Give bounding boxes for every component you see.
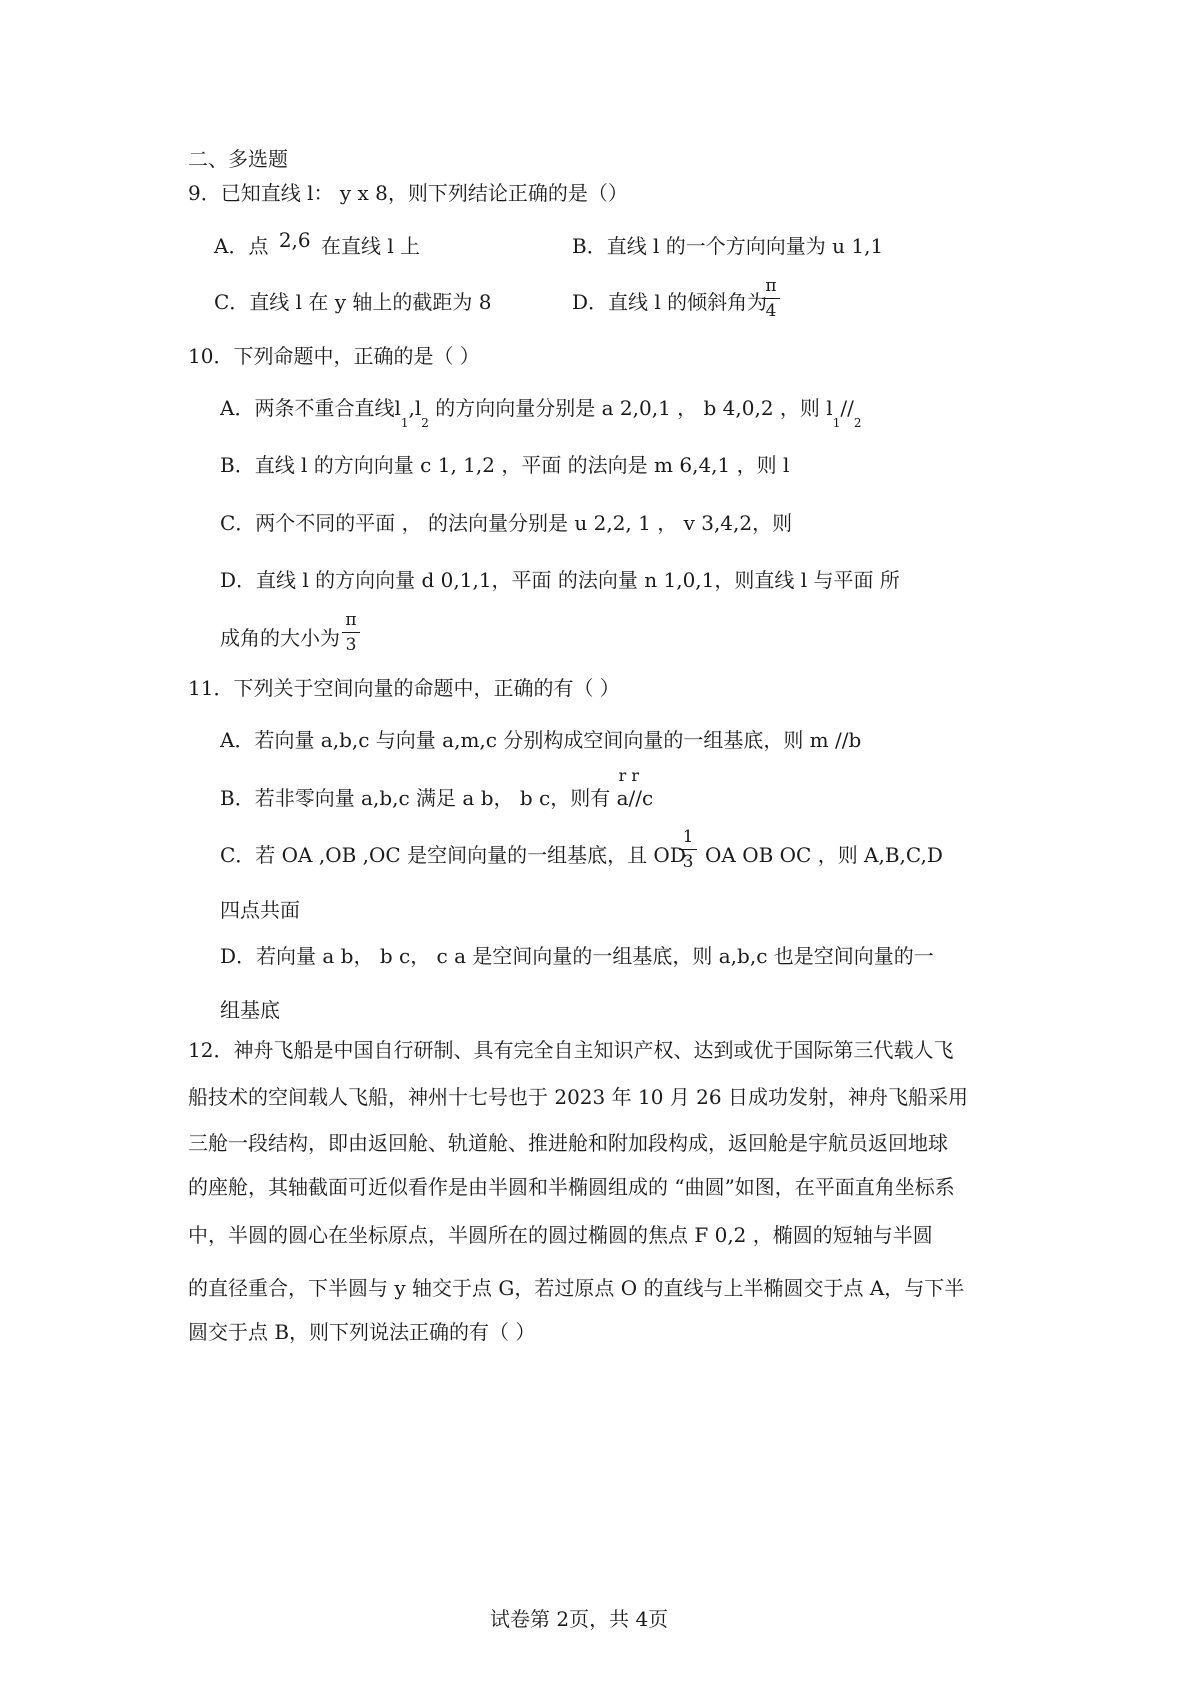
q10-option-d-fraction xyxy=(340,612,362,654)
q9-option-a-prefix: A．点 xyxy=(214,234,269,258)
q12-line-3: 三舱一段结构，即由返回舱、轨道舱、推进舱和附加段构成，返回舱是宇航员返回地球 xyxy=(188,1131,948,1155)
q10-option-b: B．直线 l 的方向向量 c 1, 1,2 ，平面 的法向是 m 6,4,1 ，则 l xyxy=(220,453,790,477)
q11-b-end: a//c xyxy=(616,786,654,810)
section-title: 二、多选题 xyxy=(188,147,288,171)
q12-line-1: 12．神舟飞船是中国自行研制、具有完全自主知识产权、达到或优于国际第三代载人飞 xyxy=(188,1038,954,1062)
q9-d-numerator: π xyxy=(765,276,777,296)
q12-line-5: 中，半圆的圆心在坐标原点，半圆所在的圆过椭圆的焦点 F 0,2 ，椭圆的短轴与半圆 xyxy=(188,1223,933,1247)
q9-option-b: B．直线 l 的一个方向向量为 u 1,1 xyxy=(572,234,884,258)
q10-l2-subscript: 2 xyxy=(421,416,429,430)
q10-option-a: A．两条不重合直线$l_1,l_2$ 的方向向量分别是 a 2,0,1 ， b 4,0,2 ，则 $l_1//_2$ xyxy=(220,396,862,430)
q10-a-end-l: l xyxy=(826,396,833,420)
q9-d-denominator: 4 xyxy=(765,301,777,321)
q10-option-d-cont: 成角的大小为 xyxy=(220,626,340,650)
q11-c-numerator: 1 xyxy=(682,827,694,847)
q9-option-a-suffix: 在直线 l 上 xyxy=(320,234,421,258)
fraction-bar xyxy=(342,632,360,633)
q12-line-4: 的座舱，其轴截面可近似看作是由半圆和半椭圆组成的 “曲圆”如图，在平面直角坐标系 xyxy=(188,1175,955,1199)
q10-option-a-middle: 的方向向量分别是 a 2,0,1 ， b 4,0,2 ，则 xyxy=(435,396,820,420)
q11-option-c xyxy=(220,845,686,865)
q11-option-c-prefix: C．若 OA ,OB ,OC 是空间向量的一组基底，且 OD xyxy=(220,843,686,867)
q11-option-c-suffix: OA OB OC ，则 A,B,C,D xyxy=(705,843,943,867)
q9-option-d: D．直线 l 的倾斜角为 xyxy=(572,290,768,314)
q10-d-denominator: 3 xyxy=(345,635,357,655)
q10-l1-subscript: 1 xyxy=(400,416,409,430)
q11-option-c-cont: 四点共面 xyxy=(220,898,300,922)
q11-option-c-fraction xyxy=(677,829,699,871)
q11-stem: 11．下列关于空间向量的命题中，正确的有（ ） xyxy=(188,676,620,700)
q10-option-a-prefix: A．两条不重合直线 xyxy=(220,396,395,420)
q10-l2: l xyxy=(414,396,422,420)
fraction-bar xyxy=(679,849,697,850)
q9-stem: 9．已知直线 l： y x 8，则下列结论正确的是（） xyxy=(188,181,628,205)
q10-a-end-parallel: // xyxy=(840,396,854,420)
q11-b-arrows: r r xyxy=(618,766,639,785)
fraction-bar xyxy=(762,298,780,299)
q10-a-end-sub2: 2 xyxy=(853,416,862,430)
q12-line-6: 的直径重合，下半圆与 y 轴交于点 G，若过原点 O 的直线与上半椭圆交于点 A，与下半 xyxy=(188,1276,965,1300)
q12-line-7: 圆交于点 B，则下列说法正确的有（ ） xyxy=(188,1320,536,1344)
q10-option-d: D．直线 l 的方向向量 d 0,1,1，平面 的法向量 n 1,0,1，则直线 l 与平面 所 xyxy=(220,568,900,592)
q10-stem: 10．下列命题中，正确的是（ ） xyxy=(188,344,480,368)
q9-option-c: C．直线 l 在 y 轴上的截距为 8 xyxy=(214,290,492,314)
q9-option-d-fraction xyxy=(760,278,782,320)
q11-option-d: D．若向量 a b， b c， c a 是空间向量的一组基底，则 a,b,c 也是空间向量的一 xyxy=(220,944,934,968)
q10-l1: l xyxy=(394,396,401,420)
q12-line-2: 船技术的空间载人飞船，神州十七号也于 2023 年 10 月 26 日成功发射，神舟飞船采用 xyxy=(188,1085,968,1109)
q11-option-b-prefix: B．若非零向量 a,b,c 满足 a b， b c，则有 xyxy=(220,786,611,810)
q11-option-b xyxy=(220,766,654,810)
q10-a-end-sub1: 1 xyxy=(832,416,841,430)
q10-option-c: C．两个不同的平面 ， 的法向量分别是 u 2,2, 1 ， v 3,4,2，则 xyxy=(220,511,793,535)
q11-c-denominator: 3 xyxy=(682,852,694,872)
q10-d-numerator: π xyxy=(345,610,357,630)
page-footer: 试卷第 2页，共 4页 xyxy=(490,1607,669,1631)
q11-option-d-cont: 组基底 xyxy=(220,998,280,1022)
q11-option-a: A．若向量 a,b,c 与向量 a,m,c 分别构成空间向量的一组基底，则 m //b xyxy=(220,728,862,752)
q9-option-a-coord: 2,6 xyxy=(278,228,311,252)
q9-option-a xyxy=(214,228,421,258)
